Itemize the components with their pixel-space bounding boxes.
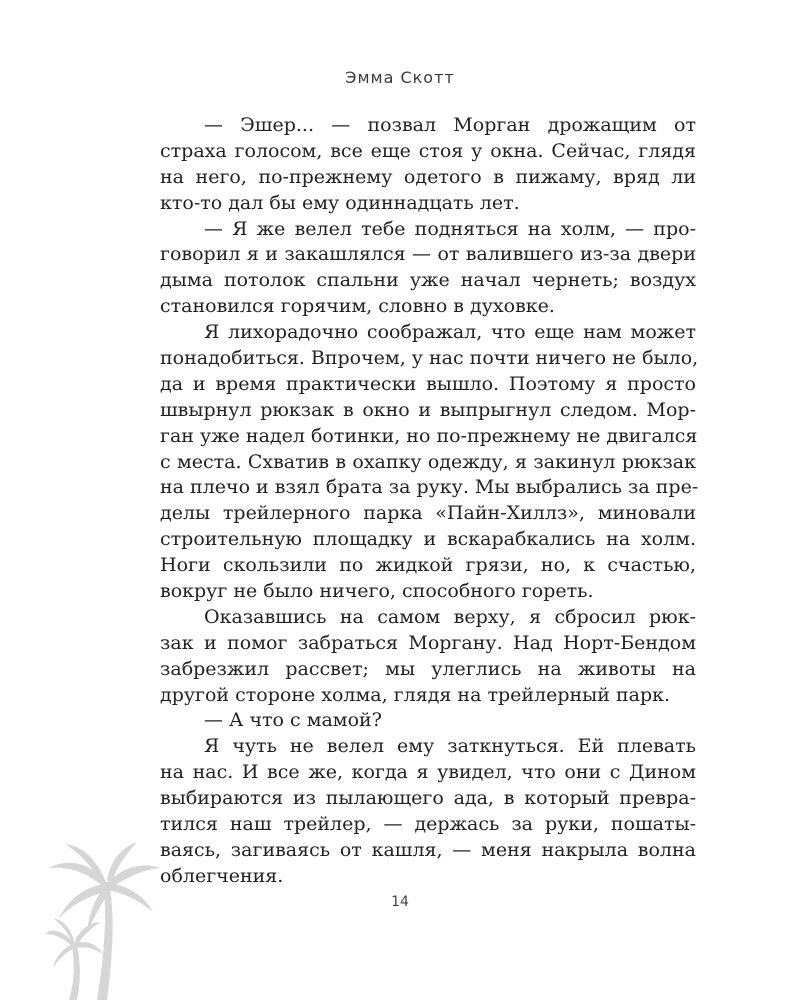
text-line: делы трейлерного парка «Пайн-Хиллз», миновали <box>160 502 696 525</box>
text-line: дыма потолок спальни уже начал чернеть; воздух <box>160 269 696 292</box>
page-number: 14 <box>391 894 409 910</box>
text-line: забрезжил рассвет; мы улеглись на животы на <box>160 657 696 680</box>
text-line: вокруг не было ничего, способного гореть. <box>160 580 594 603</box>
text-line: тился наш трейлер, — держась за руки, пошаты- <box>160 813 696 836</box>
running-header-author: Эмма Скотт <box>345 68 455 87</box>
text-line: понадобиться. Впрочем, у нас почти ничего не было, <box>160 347 699 370</box>
text-line: зак и помог забраться Моргану. Над Норт-Бендом <box>160 631 696 654</box>
text-line: говорил я и закашлялся — от валившего из-за двери <box>160 243 696 266</box>
text-line: швырнул рюкзак в окно и выпрыгнул следом. Мор- <box>160 398 696 421</box>
text-line: страха голосом, все еще стоя у окна. Сейчас, глядя <box>160 139 696 162</box>
text-line: на него, по-прежнему одетого в пижаму, вряд ли <box>160 165 696 188</box>
text-line: Ноги скользили по жидкой грязи, но, к счастью, <box>160 554 696 577</box>
text-line: становился горячим, словно в духовке. <box>160 295 555 318</box>
text-line: кто-то дал бы ему одиннадцать лет. <box>160 191 520 214</box>
text-line: Я лихорадочно соображал, что еще нам может <box>204 321 696 344</box>
text-line: Я чуть не велел ему заткнуться. Ей плевать <box>204 735 696 758</box>
palm-tree-icon <box>45 842 160 1000</box>
text-line: да и время практически вышло. Поэтому я просто <box>160 372 696 395</box>
text-line: облегчения. <box>160 864 284 887</box>
text-line: — Я же велел тебе подняться на холм, — про- <box>204 217 696 240</box>
text-line: выбираются из пылающего ада, в который превра- <box>160 787 696 810</box>
text-line: на нас. И все же, когда я увидел, что они с Дином <box>160 761 696 784</box>
text-line: на плечо и взял брата за руку. Мы выбрались за пре- <box>160 476 699 499</box>
text-line: Оказавшись на самом верху, я сбросил рюк- <box>204 605 696 628</box>
text-line: ваясь, загиваясь от кашля, — меня накрыла волна <box>160 838 696 861</box>
text-line: ган уже надел ботинки, но по-прежнему не двигался <box>160 424 698 447</box>
text-line: другой стороне холма, глядя на трейлерный парк. <box>160 683 671 706</box>
text-line: строительную площадку и вскарабкались на холм. <box>160 528 696 551</box>
text-line: — А что с мамой? <box>204 709 382 732</box>
body-text <box>160 113 699 890</box>
text-line: — Эшер... — позвал Морган дрожащим от <box>204 114 696 136</box>
text-line: с места. Схватив в охапку одежду, я закинул рюкзак <box>160 450 696 473</box>
